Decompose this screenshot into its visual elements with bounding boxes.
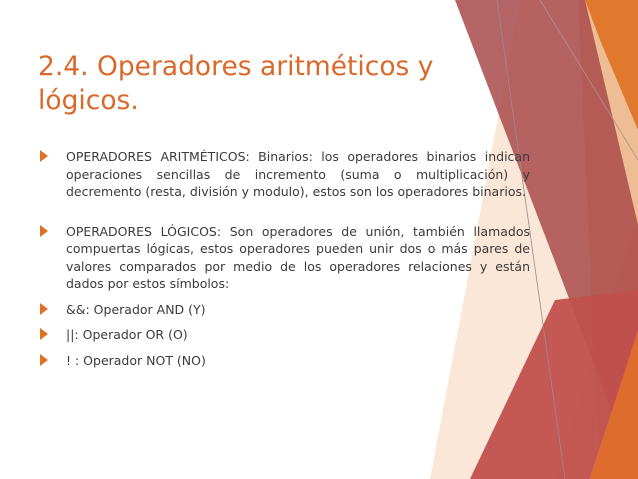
triangle-arrow-icon: [40, 354, 48, 366]
bullet-item: [38, 352, 530, 370]
triangle-arrow-icon: [40, 328, 48, 340]
bullet-text: OPERADORES ARITMÉTICOS: Binarios: los operadores binarios indican operaciones sencillas de incremento (suma o multiplicación) y decremento (resta, división y modulo), estos son los operadores binarios.: [66, 149, 530, 199]
bullet-text: ||: Operador OR (O): [66, 327, 188, 342]
bullet-item: [38, 301, 530, 319]
triangle-arrow-icon: [40, 150, 48, 162]
bullet-text: OPERADORES LÓGICOS: Son operadores de unión, también llamados compuertas lógicas, estos operadores pueden unir dos o más pares de valores comparados por medio de los operadores relaciones y están dados por estos símbolos:: [66, 223, 530, 291]
triangle-arrow-icon: [40, 225, 48, 237]
bullet-item: [38, 148, 530, 201]
bullet-list: [38, 148, 530, 369]
bullet-item: [38, 326, 530, 344]
bullet-text: ! : Operador NOT (NO): [66, 352, 206, 368]
bullet-item: [38, 223, 530, 293]
triangle-arrow-icon: [40, 303, 48, 315]
slide-title: 2.4. Operadores aritméticos y lógicos.: [38, 51, 434, 116]
bullet-text: &&: Operador AND (Y): [66, 301, 206, 317]
